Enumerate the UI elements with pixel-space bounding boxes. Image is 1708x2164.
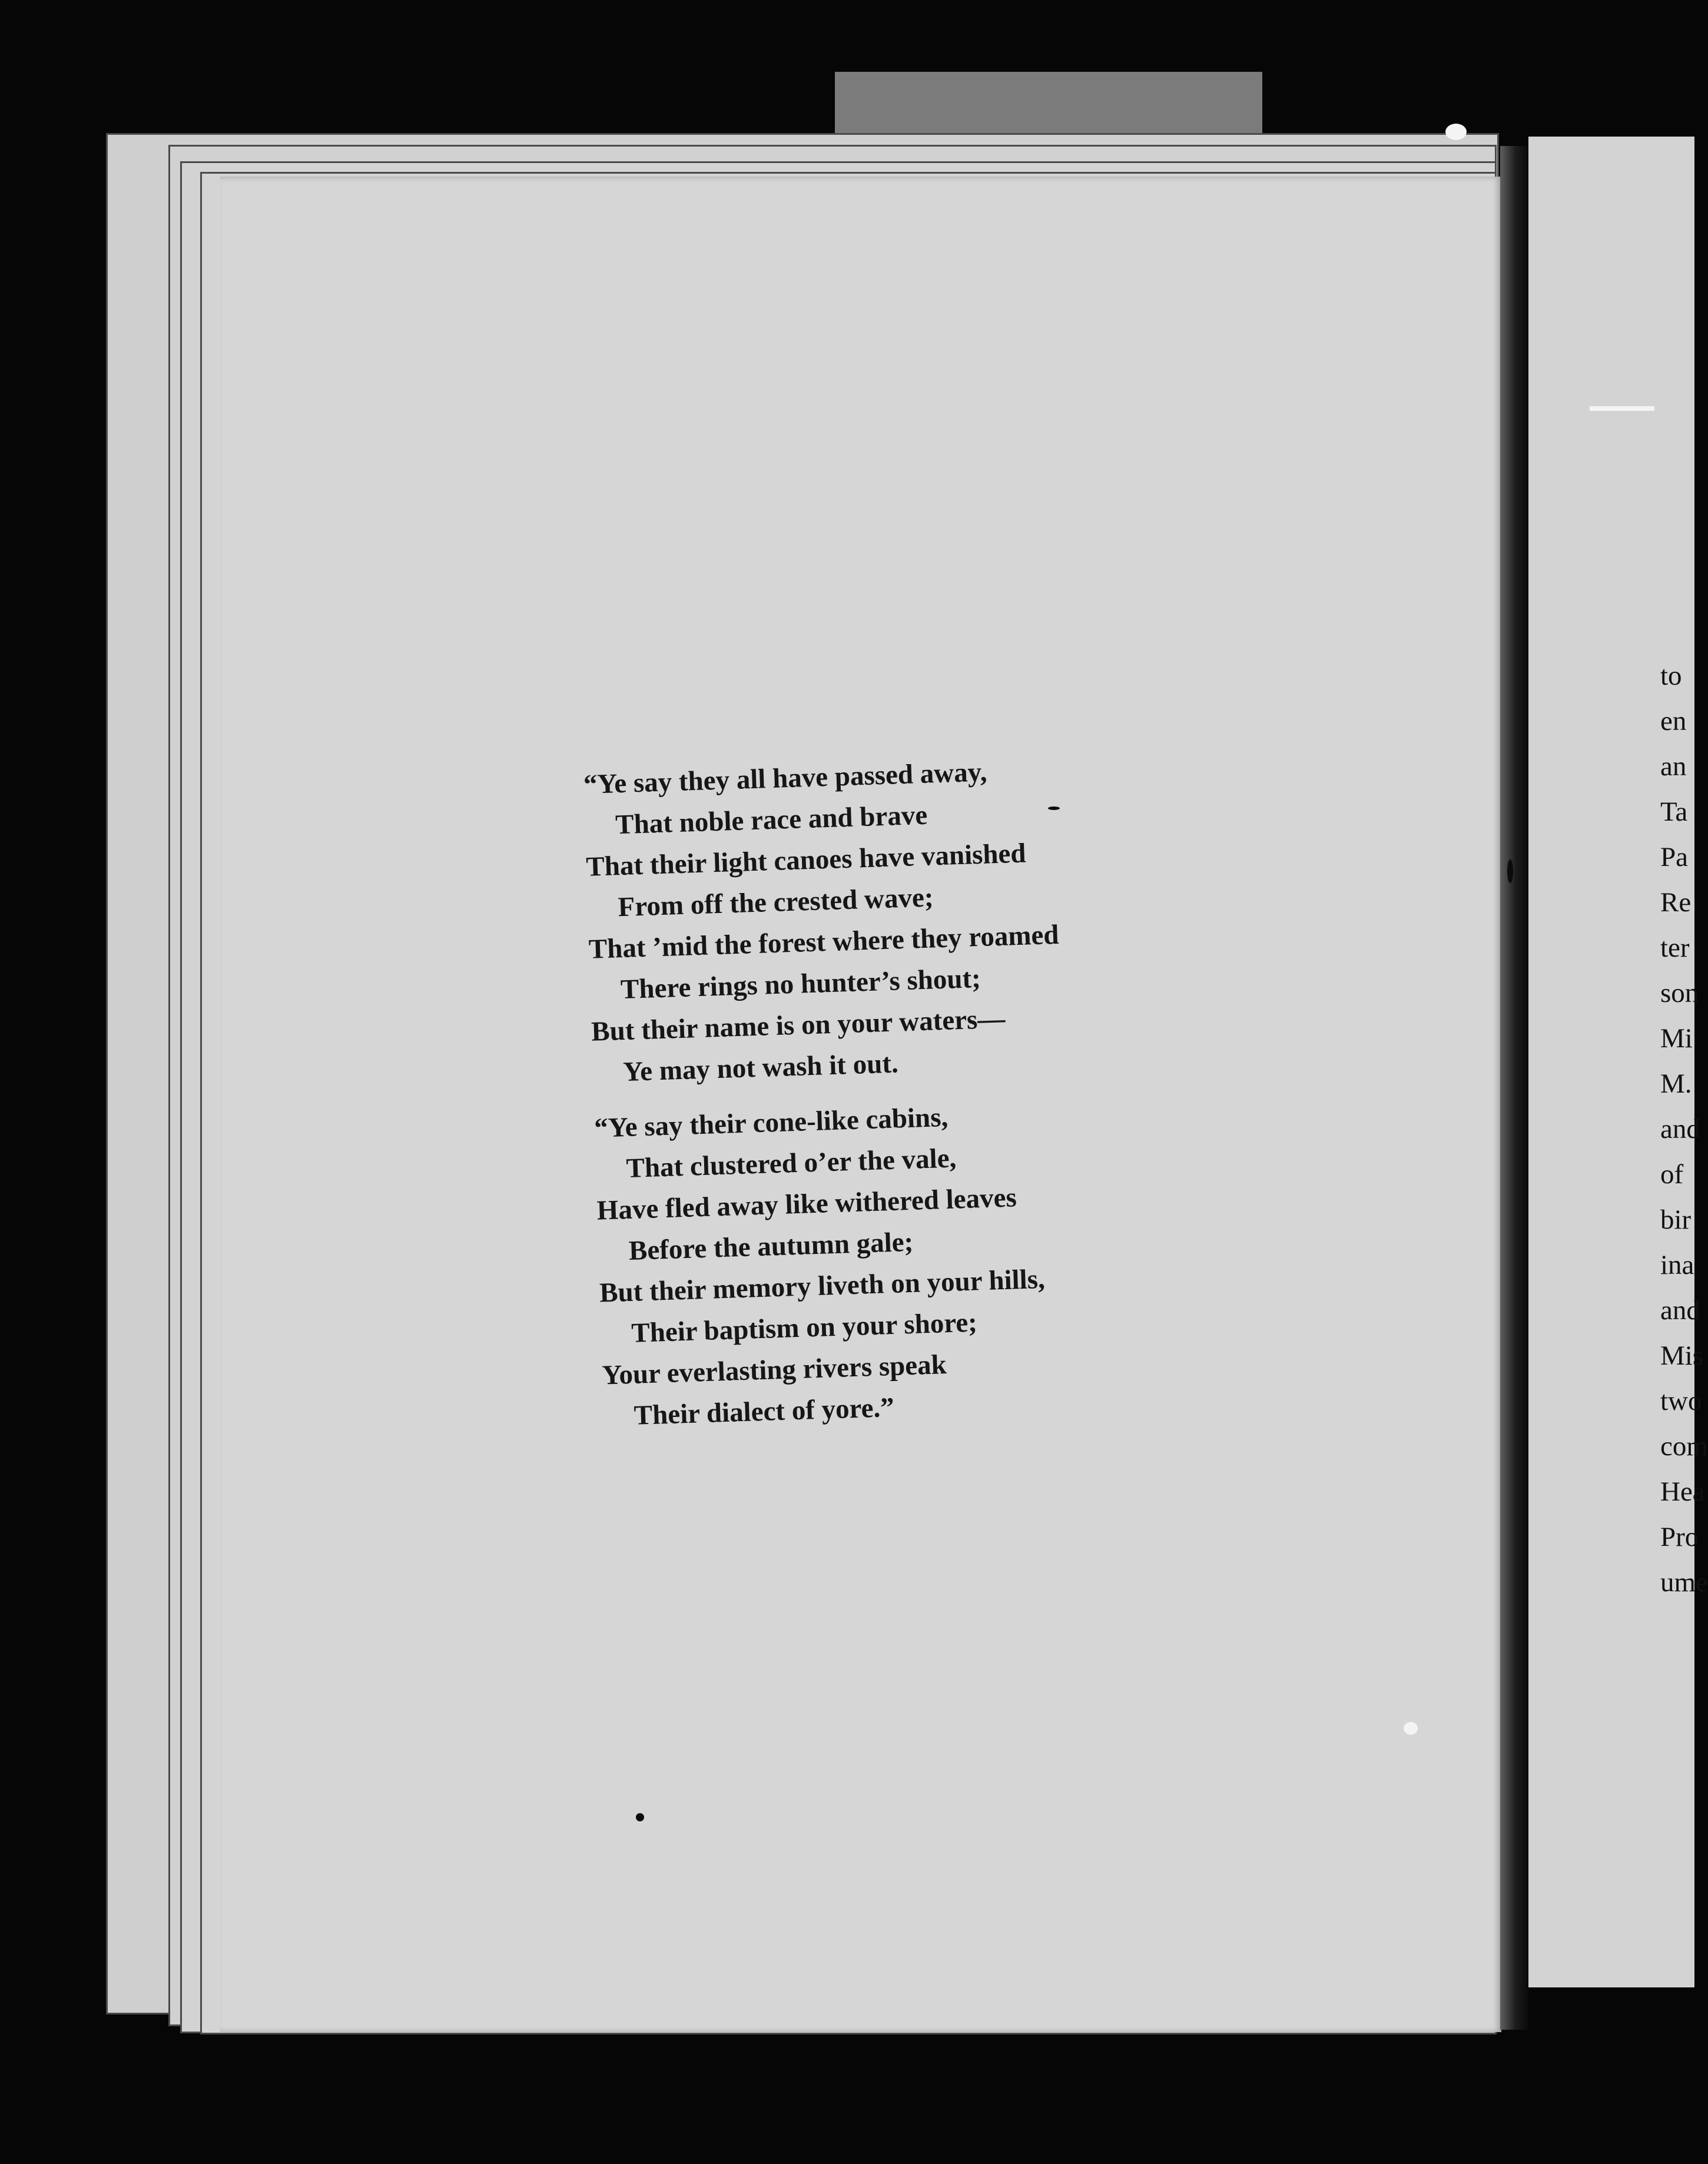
facing-page-fragment: ter bbox=[1660, 932, 1690, 963]
facing-page-fragment: M. bbox=[1660, 1068, 1692, 1099]
poem-line: That ’mid the forest where they roamed bbox=[588, 919, 1060, 965]
film-scratch bbox=[1590, 406, 1654, 411]
poem-line: Their dialect of yore.” bbox=[633, 1392, 895, 1431]
ink-speck bbox=[1048, 806, 1060, 810]
facing-page-fragment: Hea bbox=[1660, 1476, 1705, 1507]
facing-page-text bbox=[1660, 653, 1708, 1605]
facing-page-fragment: en bbox=[1660, 706, 1687, 736]
facing-page-fragment: ume bbox=[1660, 1567, 1708, 1598]
poem-stanza-1 bbox=[583, 744, 1241, 1093]
poem-line: But their name is on your waters— bbox=[591, 1003, 1006, 1047]
poem-line: That noble race and brave bbox=[615, 799, 928, 841]
facing-page-fragment: bir bbox=[1660, 1204, 1692, 1235]
poem-line: That clustered o’er the vale, bbox=[625, 1143, 957, 1184]
book-gutter bbox=[1500, 146, 1528, 2030]
facing-page-fragment: Re bbox=[1660, 887, 1692, 918]
facing-page-fragment: and bbox=[1660, 1114, 1700, 1144]
poem-line: But their memory liveth on your hills, bbox=[599, 1263, 1046, 1309]
facing-page-fragment: two bbox=[1660, 1386, 1702, 1416]
facing-page-fragment: an bbox=[1660, 751, 1687, 782]
poem-line: Your everlasting rivers speak bbox=[601, 1349, 947, 1391]
poem-line: Have fled away like withered leaves bbox=[596, 1182, 1017, 1226]
facing-page-fragment: Pa bbox=[1660, 842, 1688, 872]
facing-page-fragment: Pro bbox=[1660, 1522, 1699, 1552]
facing-page-fragment: Mi bbox=[1660, 1023, 1693, 1054]
facing-page-fragment: to bbox=[1660, 661, 1682, 691]
poem-line: Before the autumn gale; bbox=[628, 1226, 914, 1266]
film-speck bbox=[1445, 124, 1467, 140]
film-speck bbox=[1404, 1722, 1418, 1735]
facing-page-fragment: com bbox=[1660, 1431, 1708, 1462]
facing-page-fragment: ina bbox=[1660, 1250, 1694, 1280]
ink-speck bbox=[1507, 859, 1513, 883]
poem-line: Their baptism on your shore; bbox=[631, 1307, 978, 1349]
poem-line: “Ye say they all have passed away, bbox=[583, 756, 988, 800]
poem-line: There rings no hunter’s shout; bbox=[620, 962, 981, 1005]
poem bbox=[583, 744, 1251, 1431]
poem-line: Ye may not wash it out. bbox=[622, 1048, 899, 1088]
facing-page-fragment: Ta bbox=[1660, 796, 1688, 827]
background-page-tab bbox=[835, 72, 1262, 141]
poem-line: That their light canoes have vanished bbox=[585, 838, 1027, 882]
poem-stanza-2 bbox=[593, 1087, 1251, 1437]
poem-line: From off the crested wave; bbox=[617, 882, 934, 923]
facing-page-fragment: of bbox=[1660, 1159, 1684, 1190]
ink-speck bbox=[636, 1813, 644, 1821]
facing-page-fragment: and bbox=[1660, 1295, 1700, 1326]
facing-page-fragment: son bbox=[1660, 978, 1699, 1008]
poem-line: “Ye say their cone-like cabins, bbox=[593, 1101, 948, 1144]
facing-page-fragment: Mis bbox=[1660, 1340, 1704, 1371]
